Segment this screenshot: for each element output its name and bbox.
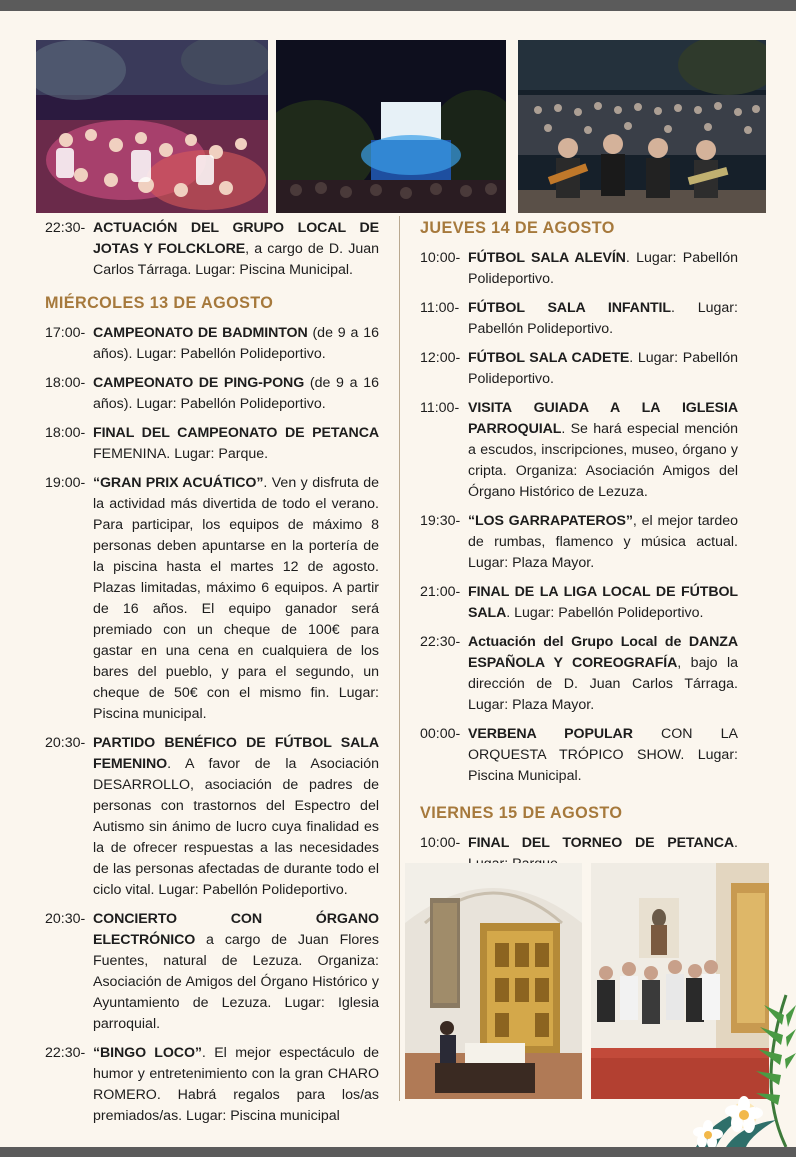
event-title: FINAL DEL CAMPEONATO DE PETANCA [93, 425, 379, 441]
day-heading-wednesday: MIÉRCOLES 13 DE AGOSTO [45, 294, 274, 312]
event-time: 20:30- [45, 735, 86, 751]
band-photo [518, 40, 766, 213]
event-details: . Se hará especial mención a escudos, inscripciones, museo, órgano y cripta. Organiza: Asociación Amigos del Órgano Histórico de Lezuza. [468, 421, 738, 500]
folk-dance-photo [36, 40, 268, 213]
event-badminton [45, 323, 379, 365]
event-time: 21:00- [420, 584, 461, 600]
event-details: . Lugar: Pabellón Polideportivo. [468, 350, 738, 387]
event-time: 18:00- [45, 375, 86, 391]
event-title: FÚTBOL SALA CADETE [468, 350, 630, 366]
palm-leaf-and-frangipani-icon [686, 975, 796, 1147]
event-organ-concert [45, 909, 379, 1035]
event-gran-prix [45, 473, 379, 725]
event-time: 12:00- [420, 350, 461, 366]
church-interior-photo [405, 863, 582, 1099]
event-details: . Lugar: Pabellón Polideportivo. [468, 250, 738, 287]
event-time: 10:00- [420, 250, 461, 266]
event-danza-espanola [420, 632, 738, 716]
event-time: 11:00- [420, 400, 460, 416]
event-title: FINAL DEL TORNEO DE PETANCA [468, 835, 735, 851]
event-title: FÚTBOL SALA ALEVÍN [468, 250, 626, 266]
event-futbol-cadete [420, 348, 738, 390]
event-title: ACTUACIÓN DEL GRUPO LOCAL DE JOTAS Y FOLCKLORE [93, 220, 379, 257]
event-details: a cargo de Juan Flores Fuentes, natural de Lezuza. Organiza: Asociación de Amigos del Órgano Histórico y Ayuntamiento de Lezuza. Lugar: Iglesia parroquial. [93, 932, 379, 1032]
left-column [45, 218, 379, 1135]
event-details: CON LA ORQUESTA TRÓPICO SHOW. Lugar: Piscina Municipal. [468, 726, 739, 784]
event-title: VISITA GUIADA A LA IGLESIA PARROQUIAL [468, 400, 738, 437]
event-time: 00:00- [420, 726, 461, 742]
event-details: , el mejor tardeo de rumbas, flamenco y música actual. Lugar: Plaza Mayor. [468, 513, 738, 571]
event-time: 10:00- [420, 835, 461, 851]
event-time: 19:30- [420, 513, 461, 529]
event-garrapateros [420, 511, 738, 574]
event-time: 22:30- [420, 634, 461, 650]
event-title: CONCIERTO CON ÓRGANO ELECTRÓNICO [93, 911, 379, 948]
event-title: FÚTBOL SALA INFANTIL [468, 300, 671, 316]
event-church-visit [420, 398, 738, 503]
event-details: (de 9 a 16 años). Lugar: Pabellón Polideportivo. [93, 375, 380, 412]
event-title: “BINGO LOCO” [93, 1045, 202, 1061]
event-time: 19:00- [45, 475, 86, 491]
event-details: . A favor de la Asociación DESARROLLO, asociación de padres de personas con trastornos del Espectro del Autismo sin ánimo de lucro cuya finalidad es la de ofrecer respuestas a las necesidades de las personas afectadas de durante todo el ciclo vital. Lugar: Pabellón Polideportivo. [93, 756, 379, 898]
event-charity-football [45, 733, 379, 901]
event-time: 17:00- [45, 325, 86, 341]
event-futbol-alevin [420, 248, 738, 290]
event-time: 20:30- [45, 911, 86, 927]
event-details: . Ven y disfruta de la actividad más divertida de todo el verano. Para participar, los equipos de máximo 8 personas deben apuntarse en la portería de la piscina hasta el martes 12 de agosto. Plazas limitadas, máximo 6 equipos. A partir de 16 años. El equipo ganador será premiado con un cheque de 100€ para gastar en una cena en cualquiera de los bares del pueblo, y para el segundo, un cheque de 50€ con el mismo fin. Lugar: Piscina municipal. [93, 475, 379, 722]
top-frame-bar [0, 0, 796, 11]
event-jotas-folklore [45, 218, 379, 281]
event-time: 22:30- [45, 220, 86, 236]
column-divider [399, 216, 400, 1101]
event-title: “LOS GARRAPATEROS” [468, 513, 633, 529]
event-title: Actuación del Grupo Local de DANZA ESPAÑOLA Y COREOGRAFÍA [468, 634, 738, 671]
event-details: . El mejor espectáculo de humor y entretenimiento con la gran CHARO ROMERO. Habrá regalos para los/as premiados/as. Lugar: Piscina municipal [93, 1045, 379, 1124]
event-football-league-final [420, 582, 738, 624]
event-time: 11:00- [420, 300, 460, 316]
event-details: . Lugar: Pabellón Polideportivo. [468, 300, 738, 337]
event-ping-pong [45, 373, 379, 415]
event-time: 18:00- [45, 425, 86, 441]
event-verbena [420, 724, 738, 787]
event-details: (de 9 a 16 años). Lugar: Pabellón Polideportivo. [93, 325, 379, 362]
event-details: . Lugar: Pabellón Polideportivo. [506, 605, 704, 621]
event-details: , bajo la dirección de D. Juan Carlos Tárraga. Lugar: Plaza Mayor. [468, 655, 738, 713]
event-title: PARTIDO BENÉFICO DE FÚTBOL SALA FEMENINO [93, 735, 379, 772]
event-title: VERBENA POPULAR [468, 726, 633, 742]
day-heading-friday: VIERNES 15 DE AGOSTO [420, 804, 623, 822]
right-column [420, 218, 738, 883]
event-futbol-infantil [420, 298, 738, 340]
event-time: 22:30- [45, 1045, 86, 1061]
bottom-frame-bar [0, 1147, 796, 1157]
event-title: “GRAN PRIX ACUÁTICO” [93, 475, 264, 491]
event-bingo-loco [45, 1043, 379, 1127]
event-details: FEMENINA. Lugar: Parque. [93, 446, 269, 462]
day-heading-thursday: JUEVES 14 DE AGOSTO [420, 219, 615, 237]
event-title: CAMPEONATO DE BADMINTON [93, 325, 308, 341]
event-petanca-final [45, 423, 379, 465]
event-details: . [734, 835, 738, 851]
event-title: FINAL DE LA LIGA LOCAL DE FÚTBOL SALA [468, 584, 738, 621]
event-title: CAMPEONATO DE PING-PONG [93, 375, 305, 391]
event-details: , a cargo de D. Juan Carlos Tárraga. Lugar: Piscina Municipal. [93, 241, 380, 278]
concert-stage-photo [276, 40, 506, 213]
